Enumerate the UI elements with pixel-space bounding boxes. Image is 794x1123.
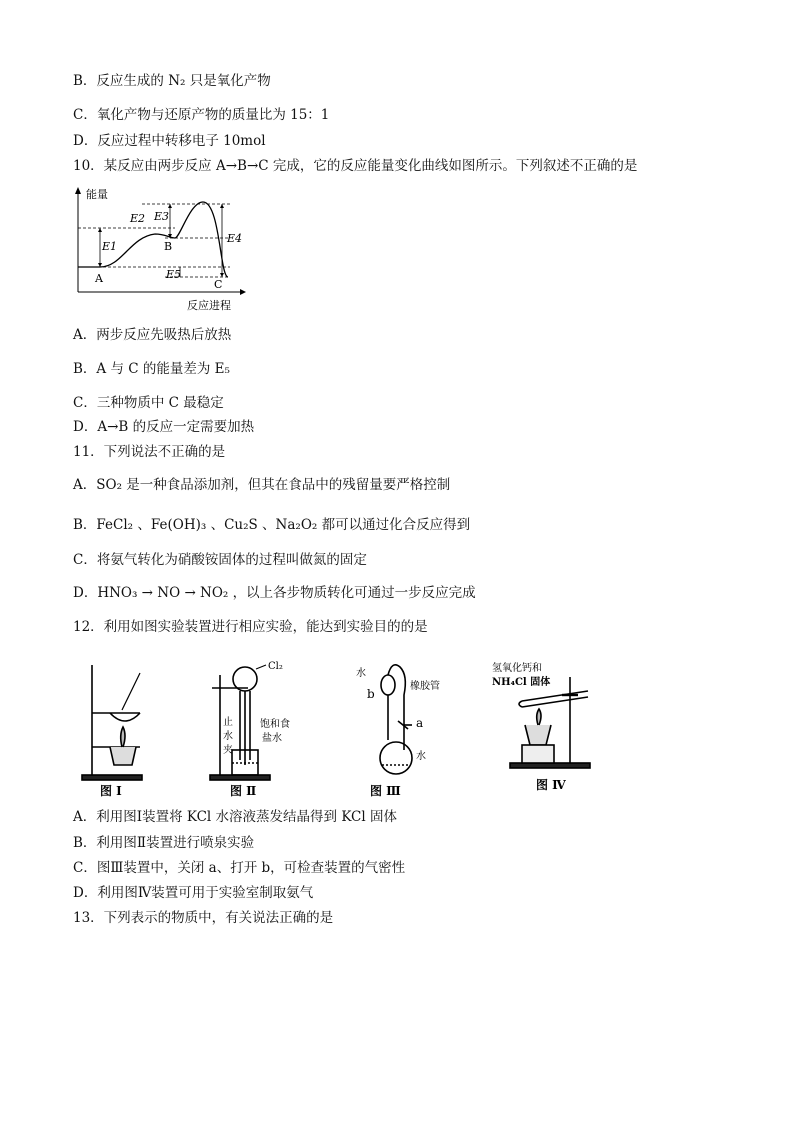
clamp-label-2: 水	[223, 731, 233, 742]
clamp-label-3: 夹	[223, 745, 233, 756]
q10-option-d: D．A→B 的反应一定需要加热	[73, 419, 255, 435]
energy-axis-label: 能量	[86, 188, 108, 201]
rubber-tube-label: 橡胶管	[410, 681, 440, 692]
cl2-label: Cl₂	[268, 661, 283, 672]
question-13: 13．下列表示的物质中，有关说法正确的是	[73, 910, 334, 926]
figure-4-caption: 图 Ⅳ	[536, 778, 566, 792]
b-label: b	[367, 687, 375, 701]
brine-label-1: 饱和食	[260, 719, 290, 730]
question-10: 10．某反应由两步反应 A→B→C 完成，它的反应能量变化曲线如图所示。下列叙述不正确的是	[73, 158, 638, 174]
q12-option-c: C．图Ⅲ装置中，关闭 a、打开 b，可检查装置的气密性	[73, 860, 406, 876]
q11-option-c: C．将氨气转化为硝酸铵固体的过程叫做氮的固定	[73, 552, 367, 568]
q9-option-b: B．反应生成的 N₂ 只是氧化产物	[73, 73, 271, 89]
a-label: a	[416, 716, 424, 730]
reagent-label-1: 氢氧化钙和	[492, 663, 542, 674]
q12-option-b: B．利用图Ⅱ装置进行喷泉实验	[73, 835, 255, 851]
figure-3-caption: 图 Ⅲ	[370, 784, 401, 798]
figure-2-caption: 图 Ⅱ	[230, 784, 257, 798]
e2-label: E2	[130, 212, 146, 225]
point-c-label: C	[214, 278, 223, 291]
q9-option-c: C．氧化产物与还原产物的质量比为 15：1	[73, 107, 330, 123]
q11-option-b: B．FeCl₂ 、Fe(OH)₃ 、Cu₂S 、Na₂O₂ 都可以通过化合反应得到	[73, 517, 471, 533]
e1-label: E1	[102, 240, 118, 253]
q12-option-d: D．利用图Ⅳ装置可用于实验室制取氨气	[73, 885, 314, 901]
figure-1-caption: 图 Ⅰ	[100, 784, 122, 798]
q10-option-a: A．两步反应先吸热后放热	[73, 327, 232, 343]
figure-4-apparatus	[510, 677, 590, 768]
point-a-label: A	[95, 272, 103, 285]
question-12: 12．利用如图实验装置进行相应实验，能达到实验目的的是	[73, 619, 428, 635]
water-bottom-label: 水	[416, 751, 426, 762]
e5-label: E5	[166, 268, 182, 281]
brine-label-2: 盐水	[262, 733, 282, 744]
q12-option-a: A．利用图Ⅰ装置将 KCl 水溶液蒸发结晶得到 KCl 固体	[73, 809, 397, 825]
q11-option-d: D．HNO₃ → NO → NO₂ ，以上各步物质转化可通过一步反应完成	[73, 585, 476, 601]
water-top-label: 水	[356, 668, 366, 679]
energy-diagram	[70, 182, 250, 317]
e4-label: E4	[227, 232, 243, 245]
q11-option-a: A．SO₂ 是一种食品添加剂，但其在食品中的残留量要严格控制	[73, 477, 451, 493]
apparatus-figures	[70, 655, 610, 800]
e3-label: E3	[154, 210, 170, 223]
reagent-label-2: NH₄Cl 固体	[492, 677, 551, 688]
q9-option-d: D．反应过程中转移电子 10mol	[73, 133, 266, 149]
question-11: 11．下列说法不正确的是	[73, 444, 226, 460]
figure-3-apparatus	[380, 665, 412, 774]
q10-option-b: B．A 与 C 的能量差为 E₅	[73, 361, 230, 377]
point-b-label: B	[164, 240, 173, 253]
q10-option-c: C．三种物质中 C 最稳定	[73, 395, 224, 411]
figure-1-apparatus	[82, 665, 142, 780]
clamp-label-1: 止	[223, 717, 233, 728]
progress-axis-label: 反应进程	[187, 299, 231, 312]
